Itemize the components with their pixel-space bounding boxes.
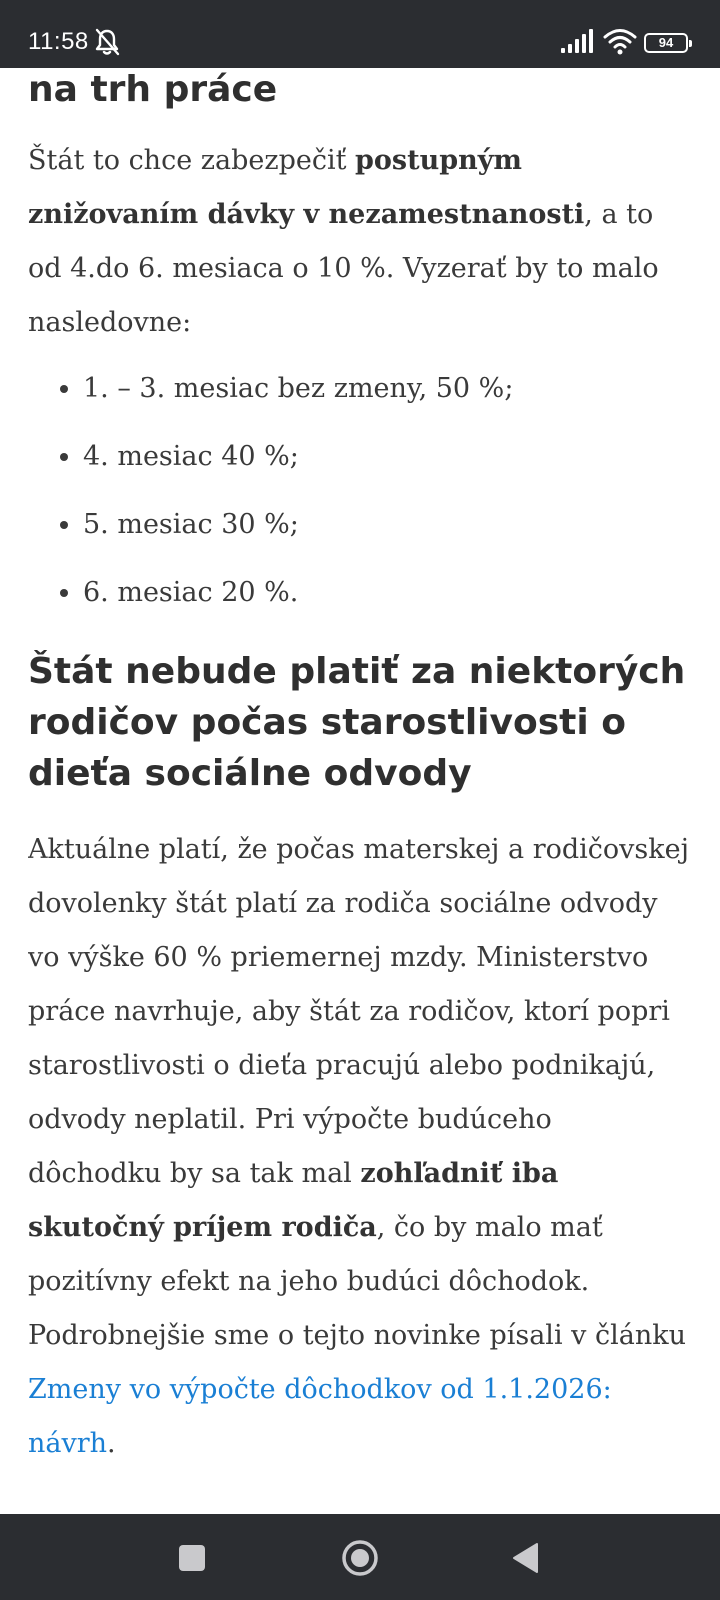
status-bar xyxy=(0,0,720,68)
section-heading-partial: na trh práce xyxy=(28,69,278,110)
home-button[interactable] xyxy=(330,1534,390,1582)
list-item: • 4. mesiac 40 %; xyxy=(83,440,692,474)
status-time: 11:58 xyxy=(28,28,89,55)
article-content xyxy=(28,68,692,1514)
square-icon xyxy=(179,1545,205,1571)
bell-off-icon xyxy=(94,28,120,56)
paragraph-unemployment xyxy=(28,134,692,350)
battery-level: 94 xyxy=(658,35,674,50)
benefit-list xyxy=(28,372,692,610)
paragraph-text: , a to od 4.do 6. mesiaca o 10 %. Vyzerať by to malo nasledovne: xyxy=(28,199,659,338)
paragraph-text: Aktuálne platí, že počas materskej a rodičovskej dovolenky štát platí za rodiča sociálne odvody vo výške 60 % priemernej mzdy. Ministerstvo práce navrhuje, aby štát za rodičov, ktorí popri starostlivosti o dieťa pracujú alebo podnikajú, odvody neplatil. Pri výpočte budúceho dôchodku by sa tak mal xyxy=(28,834,689,1189)
back-button[interactable] xyxy=(496,1534,556,1582)
paragraph-text: Štát to chce zabezpečiť xyxy=(28,145,356,176)
back-triangle-icon xyxy=(510,1541,542,1575)
list-item: • 6. mesiac 20 %. xyxy=(83,576,692,610)
recents-button[interactable] xyxy=(162,1534,222,1582)
paragraph-bold-text: postupným znižovaním dávky v nezamestnanosti xyxy=(28,145,585,230)
article-link[interactable]: Zmeny vo výpočte dôchodkov od 1.1.2026: návrh xyxy=(28,1374,612,1459)
paragraph-parents xyxy=(28,823,692,1471)
battery-icon xyxy=(644,33,688,53)
navigation-bar xyxy=(0,1514,720,1600)
list-item: • 1. – 3. mesiac bez zmeny, 50 %; xyxy=(83,372,692,406)
paragraph-text: . xyxy=(107,1428,116,1459)
list-item: • 5. mesiac 30 %; xyxy=(83,508,692,542)
section-heading: Štát nebude platiť za niektorých rodičov počas starostlivosti o dieťa sociálne odvody xyxy=(28,651,686,794)
home-circle-icon xyxy=(340,1538,380,1578)
paragraph-bold-text: zohľadniť iba skutočný príjem rodiča xyxy=(28,1158,559,1243)
signal-icon xyxy=(560,28,594,54)
paragraph-text: , čo by malo mať pozitívny efekt na jeho budúci dôchodok. Podrobnejšie sme o tejto novinke písali v článku xyxy=(28,1212,686,1351)
wifi-icon xyxy=(603,27,637,55)
